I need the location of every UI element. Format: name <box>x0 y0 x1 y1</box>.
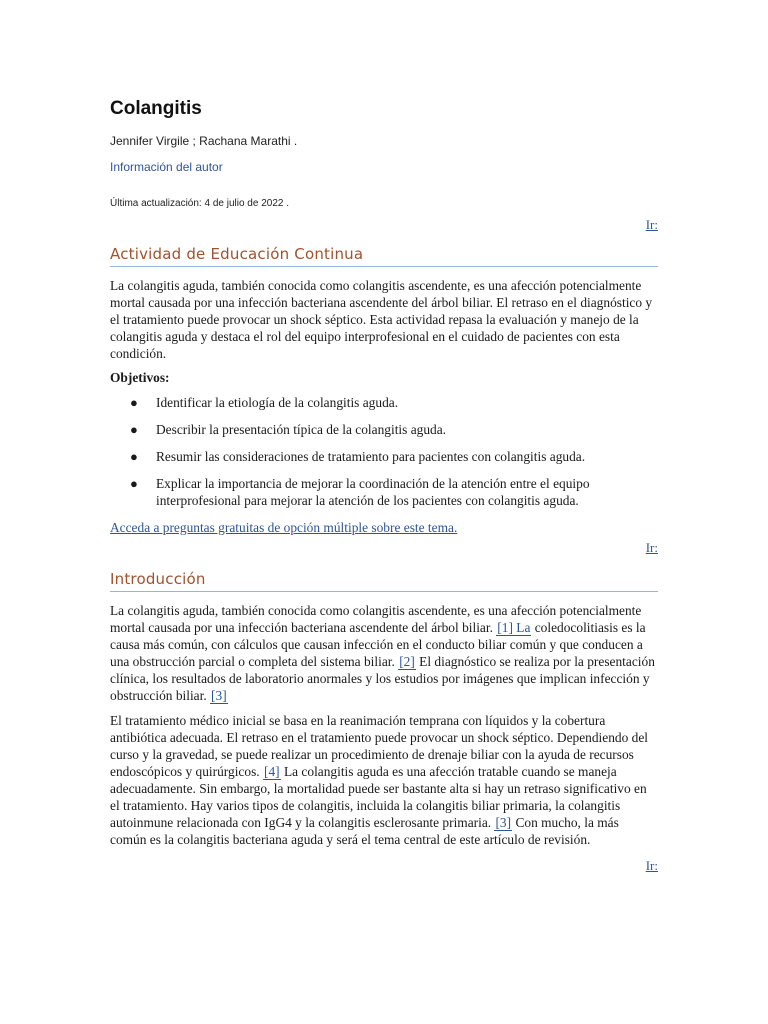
goto-row <box>110 858 658 874</box>
goto-link[interactable]: Ir: <box>645 217 658 232</box>
reference-link-4[interactable]: [4] <box>263 764 280 779</box>
page-title: Colangitis <box>110 98 202 119</box>
goto-link[interactable]: Ir: <box>645 858 658 873</box>
paragraph-text: coledocolitiasis es la causa más común, con cálculos que causan infección en el conducto biliar común y que conducen a una obstrucción parcial o completa del sistema biliar. <box>110 620 646 669</box>
intro-paragraph-1 <box>110 602 658 704</box>
list-item <box>110 421 658 438</box>
paragraph-text: El tratamiento médico inicial se basa en la reanimación temprana con líquidos y la cobertura antibiótica adecuada. El retraso en el tratamiento puede provocar un shock séptico. Dependiendo del curso y la gravedad, se puede realizar un procedimiento de drenaje biliar con la ayuda de recursos endoscópicos y quirúrgicos. <box>110 713 649 779</box>
reference-link-1[interactable]: [1] La <box>497 620 531 635</box>
paragraph-text: Con mucho, la más común es la colangitis bacteriana aguda y será el tema central de este artículo de revisión. <box>110 815 619 847</box>
paragraph-text: El diagnóstico se realiza por la presentación clínica, los resultados de laboratorio anormales y los estudios por imágenes que implican infección y obstrucción biliar. <box>110 654 655 703</box>
quiz-link[interactable]: Acceda a preguntas gratuitas de opción múltiple sobre este tema. <box>110 520 458 535</box>
bullet-icon: ● <box>130 395 138 410</box>
bullet-icon: ● <box>130 422 138 437</box>
goto-row <box>110 540 658 556</box>
last-updated: Última actualización: 4 de julio de 2022 . <box>110 198 289 209</box>
list-item <box>110 394 658 411</box>
article-content <box>110 98 658 874</box>
section-heading-continuing-education: Actividad de Educación Continua <box>110 245 658 267</box>
author-list: Jennifer Virgile ; Rachana Marathi . <box>110 134 298 148</box>
objective-text: Resumir las consideraciones de tratamiento para pacientes con colangitis aguda. <box>156 449 586 464</box>
reference-link-3b[interactable]: [3] <box>495 815 512 830</box>
bullet-icon: ● <box>130 449 138 464</box>
objectives-list <box>110 394 658 509</box>
intro-paragraph-2 <box>110 712 658 848</box>
objective-text: Describir la presentación típica de la colangitis aguda. <box>156 422 447 437</box>
goto-link[interactable]: Ir: <box>645 540 658 555</box>
objective-text: Explicar la importancia de mejorar la coordinación de la atención entre el equipo interprofesional para mejorar la atención de los pacientes con colangitis aguda. <box>156 476 590 508</box>
list-item <box>110 448 658 465</box>
quiz-row <box>110 519 658 536</box>
author-info-link[interactable]: Información del autor <box>110 160 223 174</box>
objectives-heading: Objetivos: <box>110 370 170 385</box>
bullet-icon: ● <box>130 476 138 491</box>
paragraph-text: La colangitis aguda es una afección tratable cuando se maneja adecuadamente. Sin embargo, la mortalidad puede ser bastante alta si hay un retraso significativo en el tratamiento. Hay varios tipos de colangitis, incluida la colangitis biliar primaria, la colangitis autoinmune relacionada con IgG4 y la colangitis esclerosante primaria. <box>110 764 647 830</box>
section-paragraph: La colangitis aguda, también conocida como colangitis ascendente, es una afección potencialmente mortal causada por una infección bacteriana ascendente del árbol biliar. El retraso en el diagnóstico y el tratamiento puede provocar un shock séptico. Esta actividad repasa la evaluación y manejo de la colangitis aguda y destaca el rol del equipo interprofesional en el cuidado de pacientes con esta condición. <box>110 278 653 361</box>
reference-link-2[interactable]: [2] <box>399 654 415 669</box>
paragraph-text: La colangitis aguda, también conocida como colangitis ascendente, es una afección potencialmente mortal causada por una infección bacteriana ascendente del árbol biliar. <box>110 603 642 635</box>
objective-text: Identificar la etiología de la colangitis aguda. <box>156 395 399 410</box>
reference-link-3[interactable]: [3] <box>211 688 227 703</box>
list-item <box>110 475 658 509</box>
goto-row <box>110 217 658 233</box>
section-heading-introduction: Introducción <box>110 570 658 592</box>
